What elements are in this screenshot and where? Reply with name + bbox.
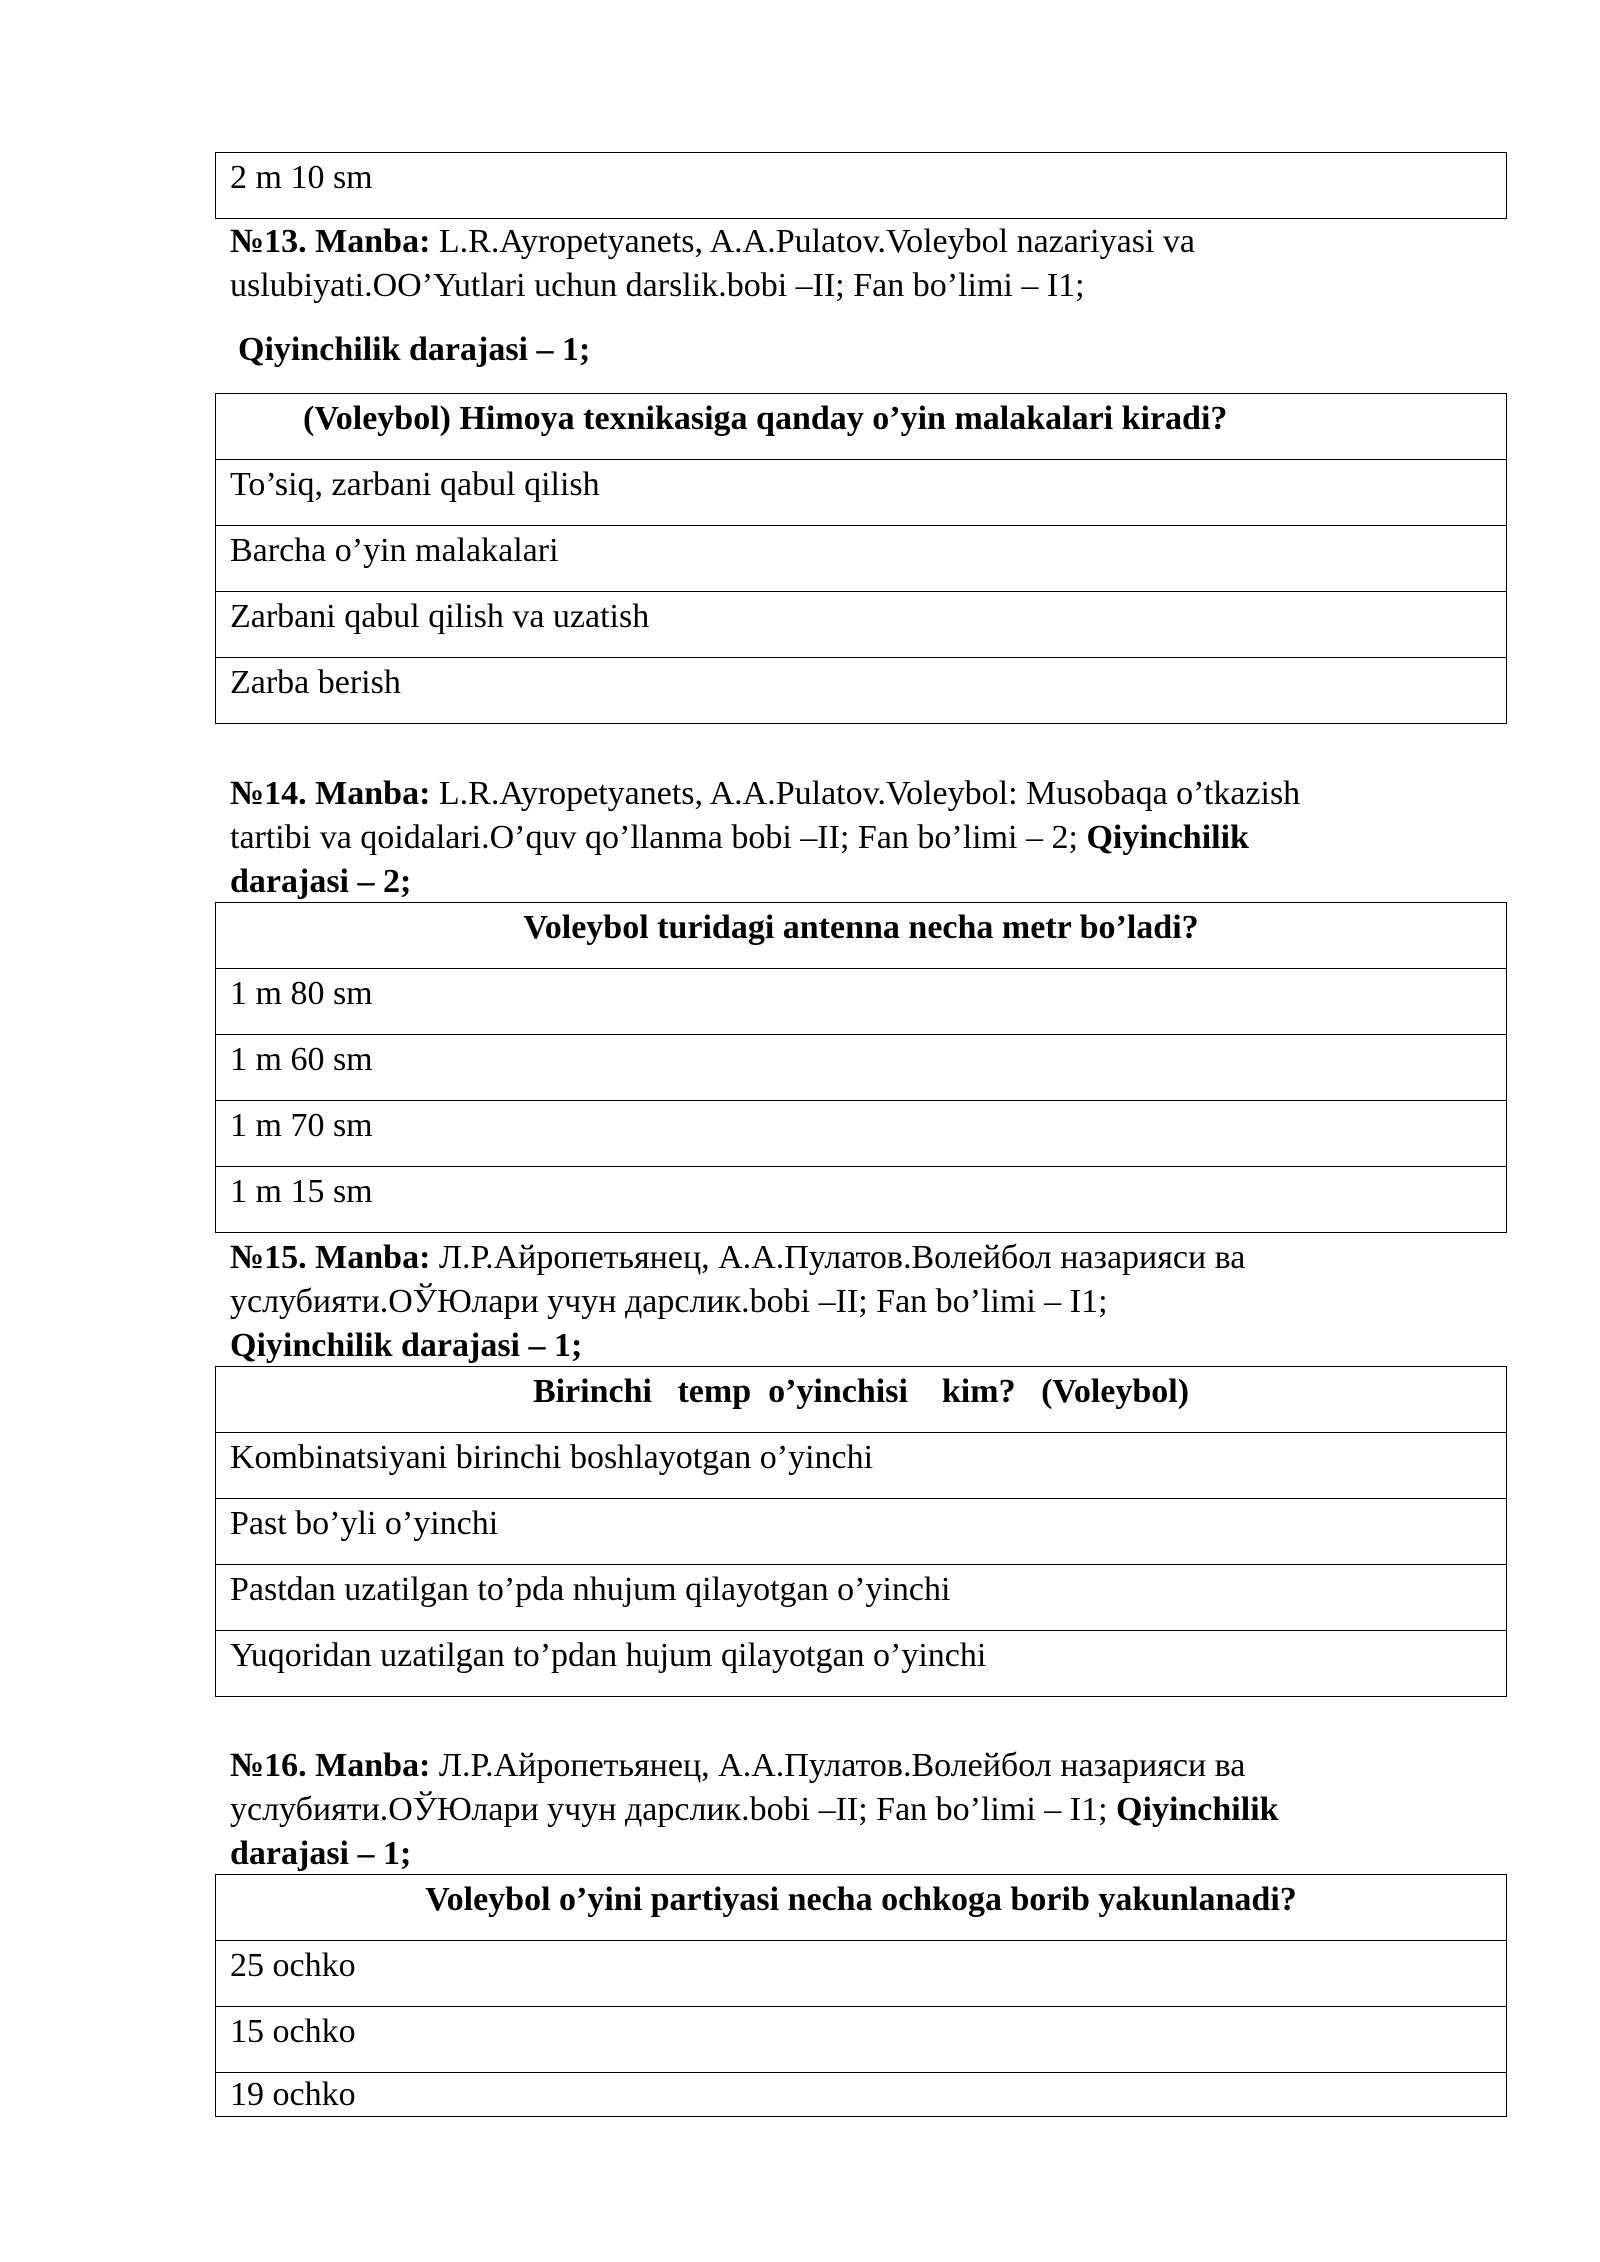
difficulty-level: Qiyinchilik <box>1116 1791 1279 1828</box>
question-table-15 <box>215 1366 1507 1697</box>
answer-option: Kombinatsiyani birinchi boshlayotgan o’yinchi <box>216 1433 1506 1499</box>
answer-option: Barcha o’yin malakalari <box>216 526 1506 592</box>
question-number: №16. <box>230 1747 307 1784</box>
difficulty-level: Qiyinchilik darajasi – 1; <box>238 331 591 368</box>
source-line <box>230 1236 1510 1280</box>
answer-table-top <box>215 152 1507 219</box>
source-text: L.R.Ayropetyanets, A.A.Pulatov.Voleybol: Musobaqa o’tkazish <box>438 775 1301 812</box>
answer-option: 2 m 10 sm <box>216 153 1506 219</box>
manba-label: Manba: <box>315 223 431 260</box>
question-table-13 <box>215 393 1507 724</box>
answer-option: Zarbani qabul qilish va uzatish <box>216 592 1506 658</box>
source-text: Л.Р.Айропетьянец, А.А.Пулатов.Волейбол назарияси ва <box>438 1747 1246 1784</box>
answer-option: 19 ochko <box>216 2073 1506 2117</box>
source-line: uslubiyati.OO’Yutlari uchun darslik.bobi –II; Fan bo’limi – I1; <box>230 267 1085 304</box>
source-line <box>230 860 1510 904</box>
question-text: Birinchi temp o’yinchisi kim? (Voleybol) <box>216 1367 1506 1433</box>
difficulty-level: darajasi – 1; <box>230 1835 412 1872</box>
answer-option: 1 m 80 sm <box>216 969 1506 1035</box>
source-line <box>230 1832 1510 1876</box>
source-line: tartibi va qoidalari.O’quv qo’llanma bobi –II; Fan bo’limi – 2; Qiyinchilik <box>230 819 1249 856</box>
manba-label: Manba: <box>315 1747 431 1784</box>
answer-option: 25 ochko <box>216 1941 1506 2007</box>
question-text: Voleybol o’yini partiyasi necha ochkoga borib yakunlanadi? <box>216 1875 1506 1941</box>
question-number: №14. <box>230 775 307 812</box>
source-line <box>230 1324 1510 1368</box>
answer-option: 15 ochko <box>216 2007 1506 2073</box>
question-table-14 <box>215 902 1507 1233</box>
source-line <box>230 220 1510 264</box>
answer-option: 1 m 70 sm <box>216 1101 1506 1167</box>
manba-label: Manba: <box>315 1239 431 1276</box>
answer-option: 1 m 15 sm <box>216 1167 1506 1233</box>
difficulty-level: darajasi – 2; <box>230 863 412 900</box>
question-text: (Voleybol) Himoya texnikasiga qanday o’yin malakalari kiradi? <box>216 394 1506 460</box>
question-number: №13. <box>230 223 307 260</box>
answer-option: Zarba berish <box>216 658 1506 724</box>
source-line: услубияти.ОЎЮлари учун дарслик.bobi –II; Fan bo’limi – I1; <box>230 1283 1108 1320</box>
source-line <box>230 1744 1510 1788</box>
difficulty-level: Qiyinchilik darajasi – 1; <box>230 1327 583 1364</box>
question-text: Voleybol turidagi antenna necha metr bo’ladi? <box>216 903 1506 969</box>
source-text: Л.Р.Айропетьянец, А.А.Пулатов.Волейбол назарияси ва <box>438 1239 1246 1276</box>
question-table-16 <box>215 1874 1507 2117</box>
source-line <box>230 772 1510 816</box>
answer-option: 1 m 60 sm <box>216 1035 1506 1101</box>
question-number: №15. <box>230 1239 307 1276</box>
source-line: услубияти.ОЎЮлари учун дарслик.bobi –II; Fan bo’limi – I1; Qiyinchilik <box>230 1791 1279 1828</box>
answer-option: Pastdan uzatilgan to’pda nhujum qilayotgan o’yinchi <box>216 1565 1506 1631</box>
source-text: L.R.Ayropetyanets, A.A.Pulatov.Voleybol nazariyasi va <box>438 223 1195 260</box>
answer-option: To’siq, zarbani qabul qilish <box>216 460 1506 526</box>
manba-label: Manba: <box>315 775 431 812</box>
difficulty-level: Qiyinchilik <box>1086 819 1249 856</box>
answer-option: Past bo’yli o’yinchi <box>216 1499 1506 1565</box>
answer-option: Yuqoridan uzatilgan to’pdan hujum qilayotgan o’yinchi <box>216 1631 1506 1697</box>
